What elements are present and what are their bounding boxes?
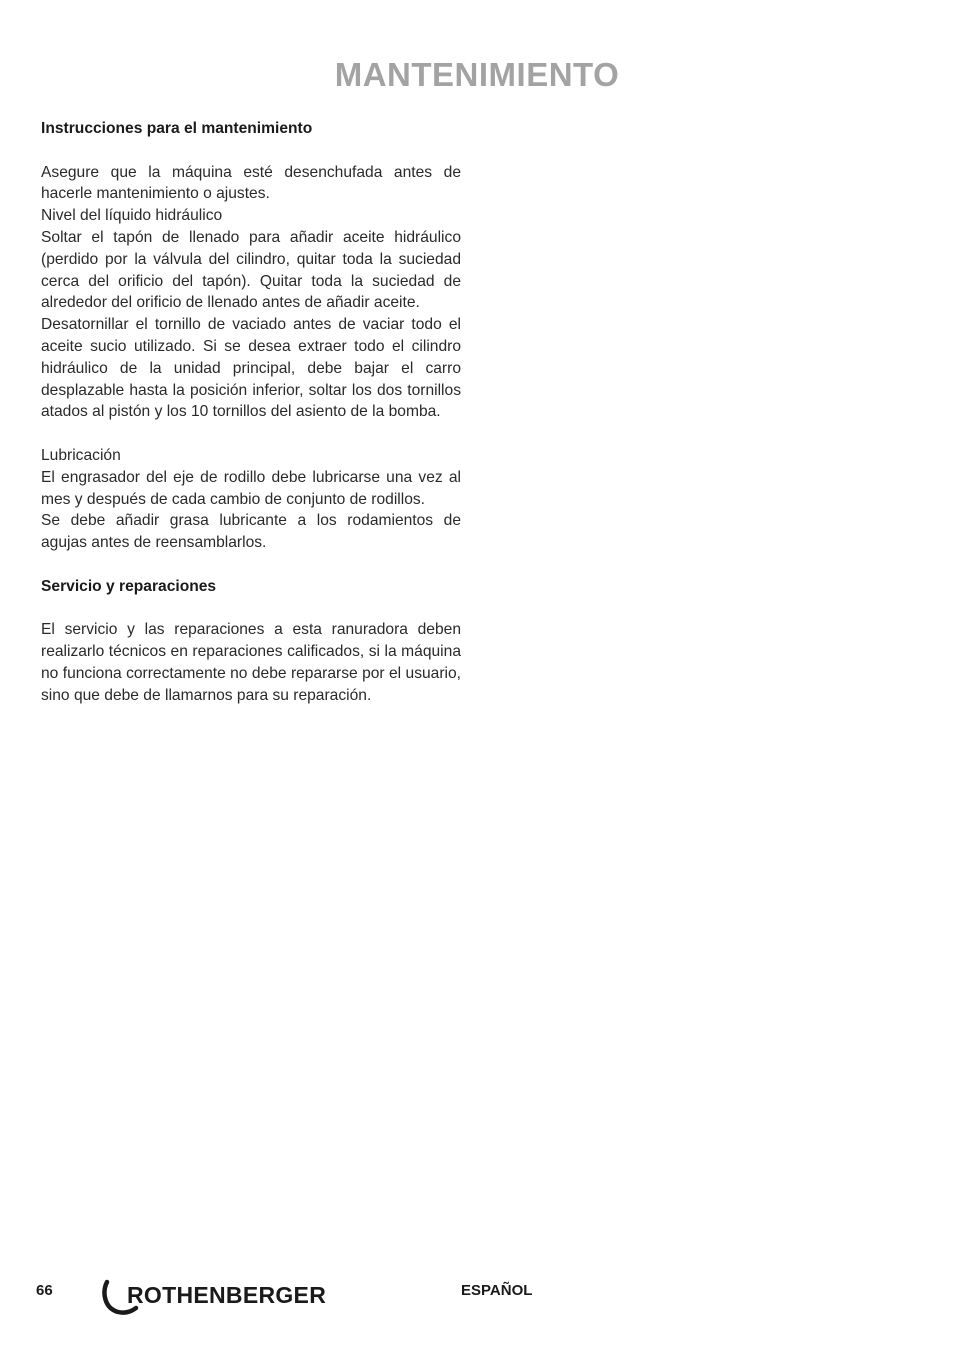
brand-logo — [100, 1278, 360, 1318]
page-title: MANTENIMIENTO — [334, 56, 620, 93]
spacer — [41, 554, 461, 576]
language-label: ESPAÑOL — [461, 1282, 533, 1299]
paragraph: El servicio y las reparaciones a esta ranuradora deben realizarlo técnicos en reparaciones calificados, si la máquina no funciona correctamente no debe repararse por el usuario, sino que debe de llamarnos para su reparación. — [41, 621, 461, 704]
paragraph-subheading: Nivel del líquido hidráulico — [41, 207, 223, 225]
section-heading-service: Servicio y reparaciones — [41, 577, 217, 595]
spacer — [41, 423, 461, 445]
spacer — [41, 598, 461, 620]
spacer — [41, 140, 461, 162]
brand-name: ROTHENBERGER — [127, 1282, 327, 1308]
paragraph-subheading: Lubricación — [41, 446, 121, 464]
main-content — [41, 118, 461, 707]
paragraph: Desatornillar el tornillo de vaciado antes de vaciar todo el aceite sucio utilizado. Si se desea extraer todo el cilindro hidráulico de la unidad principal, debe bajar el carro desplazable hasta la posición inferior, soltar los dos tornillos atados al pistón y los 10 tornillos del asiento de la bomba. — [41, 316, 461, 421]
section-heading-maintenance: Instrucciones para el mantenimiento — [41, 120, 313, 137]
paragraph: Soltar el tapón de llenado para añadir aceite hidráulico (perdido por la válvula del cilindro, quitar toda la suciedad cerca del orificio del tapón). Quitar toda la suciedad de alrededor del orificio de llenado antes de añadir aceite. — [41, 228, 461, 312]
page-number: 66 — [36, 1282, 53, 1299]
paragraph: Asegure que la máquina esté desenchufada antes de hacerle mantenimiento o ajustes. — [41, 163, 461, 203]
paragraph: El engrasador del eje de rodillo debe lubricarse una vez al mes y después de cada cambio de conjunto de rodillos. — [41, 468, 461, 508]
paragraph: Se debe añadir grasa lubricante a los rodamientos de agujas antes de reensamblarlos. — [41, 512, 461, 552]
